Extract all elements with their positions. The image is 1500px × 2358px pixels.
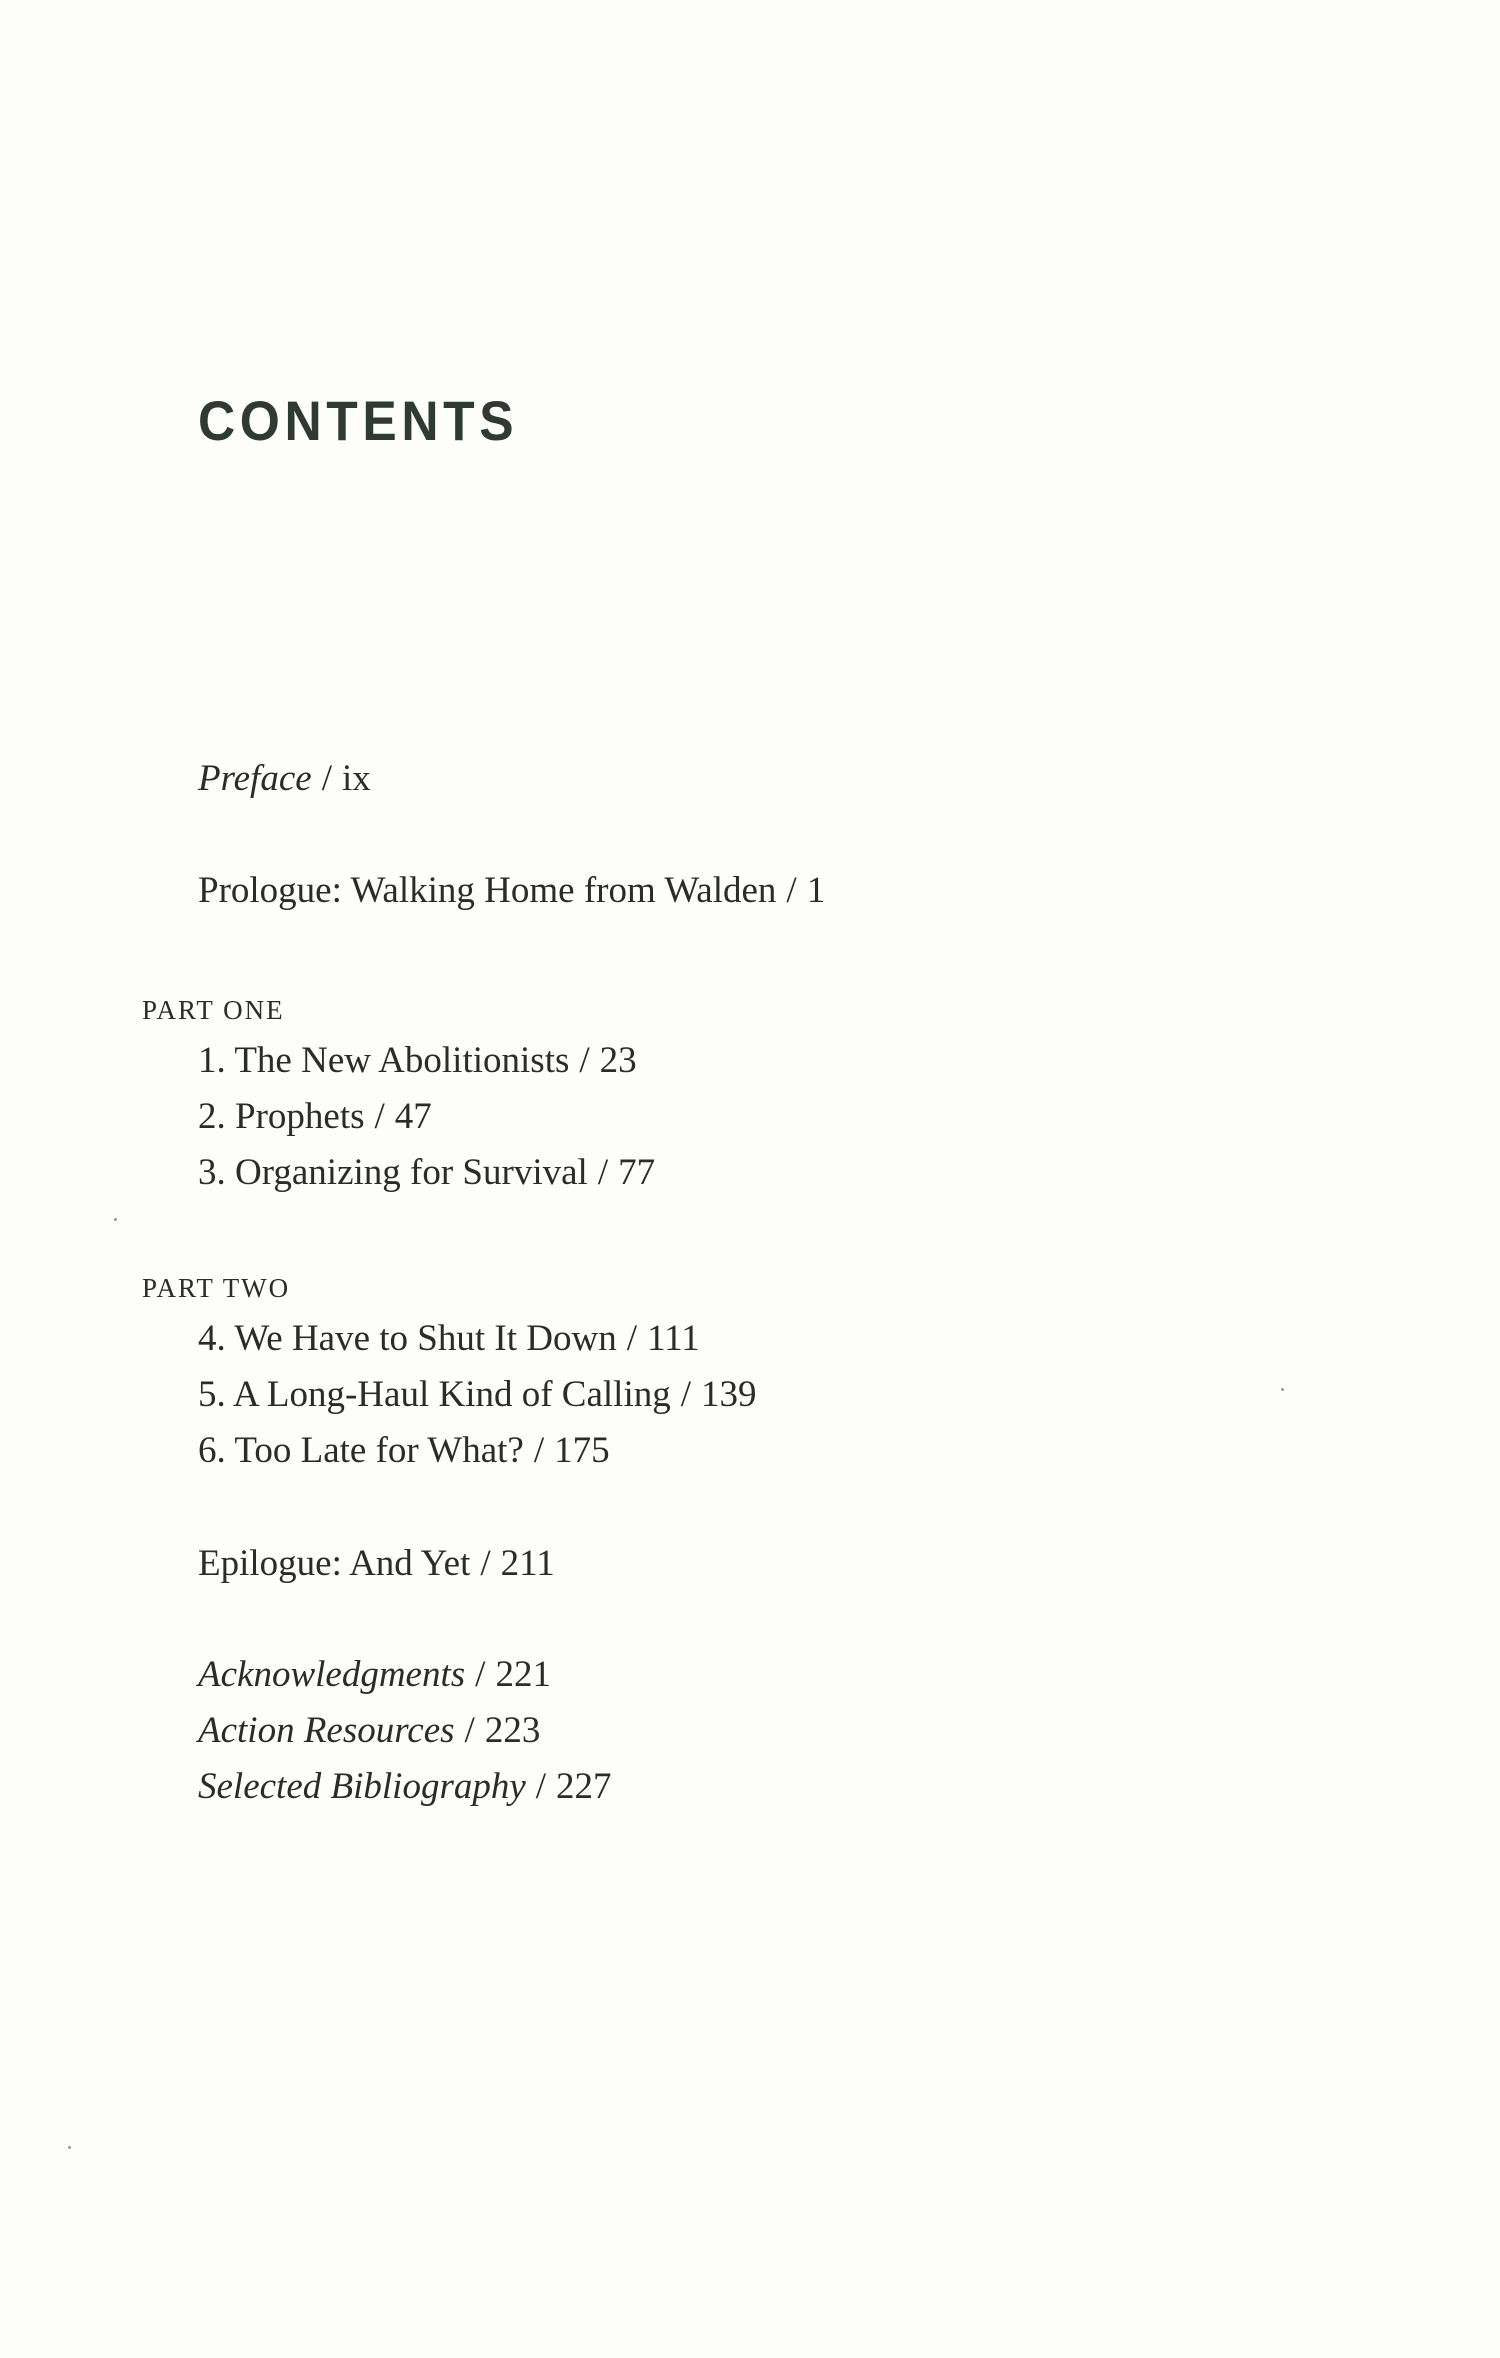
entry-page-number: 77 [618, 1152, 656, 1193]
entry-separator: / [535, 1766, 547, 1807]
entry-page-number: 1 [806, 870, 826, 911]
entry-page-number: 23 [599, 1040, 637, 1081]
entry-title: Selected Bibliography [198, 1766, 526, 1807]
toc-entry-preface[interactable] [198, 760, 371, 797]
entry-page-number: 175 [554, 1430, 610, 1471]
toc-entry-epilogue[interactable] [198, 1545, 555, 1582]
page-title: CONTENTS [198, 389, 519, 452]
entry-separator: / [786, 870, 797, 911]
entry-title: 1. The New Abolitionists [198, 1040, 570, 1081]
toc-entry-chapter-2[interactable] [198, 1098, 432, 1135]
entry-separator: / [680, 1374, 692, 1415]
entry-page-number: 223 [484, 1710, 541, 1751]
entry-page-number: 211 [500, 1543, 555, 1584]
entry-title: Preface [198, 758, 312, 799]
toc-entry-chapter-6[interactable] [198, 1432, 610, 1469]
entry-title: 6. Too Late for What? [198, 1430, 524, 1471]
toc-entry-chapter-1[interactable] [198, 1042, 637, 1079]
entry-page-number: 227 [556, 1766, 612, 1807]
entry-separator: / [374, 1096, 385, 1137]
entry-separator: / [579, 1040, 590, 1081]
entry-title: Acknowledgments [198, 1654, 466, 1695]
entry-title: 2. Prophets [198, 1096, 365, 1137]
scan-speck [114, 1218, 117, 1221]
entry-separator: / [626, 1318, 637, 1359]
toc-entry-action-resources[interactable] [198, 1712, 540, 1749]
entry-page-number: 47 [394, 1096, 432, 1137]
entry-title: Action Resources [198, 1710, 455, 1751]
toc-entry-chapter-4[interactable] [198, 1320, 700, 1357]
entry-title: 5. A Long-Haul Kind of Calling [198, 1374, 671, 1415]
entry-separator: / [321, 758, 332, 799]
toc-entry-chapter-5[interactable] [198, 1376, 757, 1413]
toc-entry-chapter-3[interactable] [198, 1154, 655, 1191]
entry-separator: / [464, 1710, 475, 1751]
entry-page-number: 221 [495, 1654, 551, 1695]
entry-page-number: ix [341, 758, 371, 799]
toc-entry-selected-bibliography[interactable] [198, 1768, 612, 1805]
entry-separator: / [533, 1430, 545, 1471]
toc-entry-prologue[interactable] [198, 872, 825, 909]
toc-entry-acknowledgments[interactable] [198, 1656, 551, 1693]
entry-title: 3. Organizing for Survival [198, 1152, 588, 1193]
entry-page-number: 111 [647, 1318, 700, 1359]
entry-title: Prologue: Walking Home from Walden [198, 870, 777, 911]
entry-title: Epilogue: And Yet [198, 1543, 471, 1584]
scan-speck [68, 2146, 71, 2149]
part-two-label: PART TWO [142, 1273, 291, 1303]
scan-speck [1281, 1388, 1284, 1391]
entry-separator: / [597, 1152, 609, 1193]
entry-separator: / [480, 1543, 491, 1584]
entry-separator: / [475, 1654, 486, 1695]
entry-title: 4. We Have to Shut It Down [198, 1318, 617, 1359]
entry-page-number: 139 [701, 1374, 757, 1415]
part-one-label: PART ONE [142, 995, 285, 1025]
